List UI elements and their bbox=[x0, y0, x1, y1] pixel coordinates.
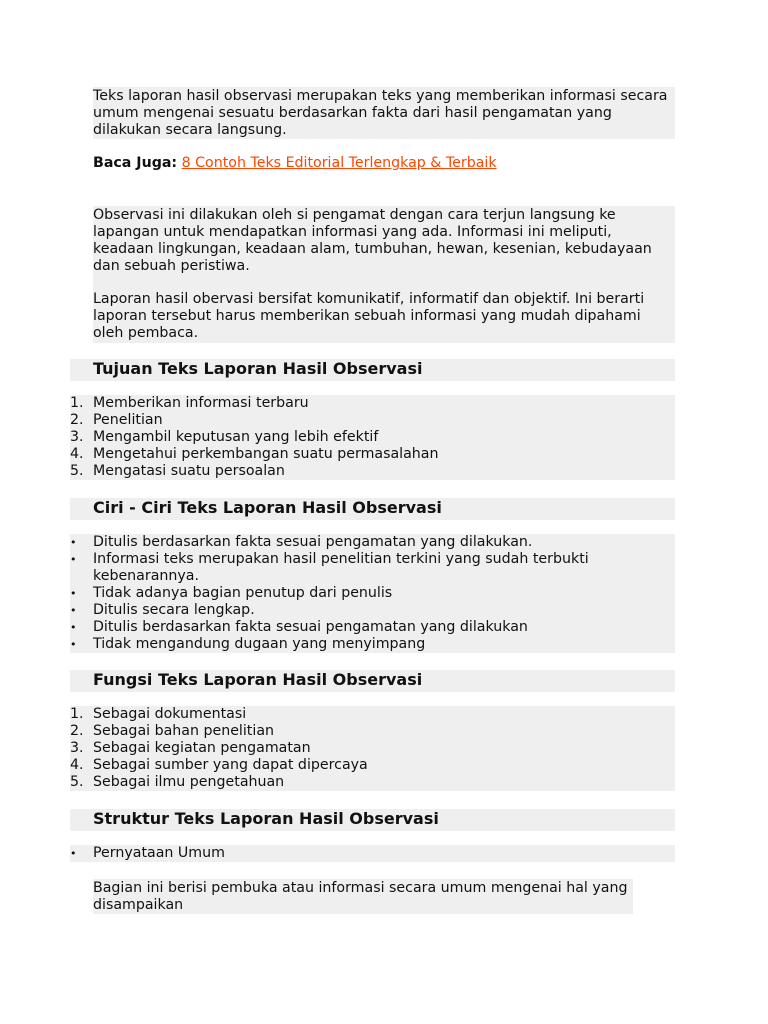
list-marker: • bbox=[70, 587, 77, 600]
list-item-text: Tidak adanya bagian penutup dari penulis bbox=[93, 585, 393, 601]
list-item-text: Ditulis berdasarkan fakta sesuai pengamatan yang dilakukan bbox=[93, 619, 528, 635]
list-item-text: Mengetahui perkembangan suatu permasalahan bbox=[93, 446, 439, 462]
paragraph-observasi: Observasi ini dilakukan oleh si pengamat dengan cara terjun langsung ke lapangan untuk mendapatkan informasi yang ada. Informasi ini meliputi, keadaan lingkungan, keadaan alam, tumbuhan, hewan, kesenian, kebudayaan dan sebuah peristiwa. bbox=[93, 207, 652, 274]
heading-tujuan: Tujuan Teks Laporan Hasil Observasi bbox=[70, 359, 675, 381]
heading-ciri: Ciri - Ciri Teks Laporan Hasil Observasi bbox=[70, 498, 675, 520]
heading-struktur: Struktur Teks Laporan Hasil Observasi bbox=[70, 809, 675, 831]
list-marker: 4. bbox=[70, 757, 84, 773]
list-ciri bbox=[70, 534, 675, 653]
list-marker: • bbox=[70, 536, 77, 549]
list-marker: • bbox=[70, 847, 77, 860]
ciri-item bbox=[70, 551, 675, 585]
list-tujuan bbox=[70, 395, 675, 480]
list-marker: 5. bbox=[70, 463, 84, 479]
list-marker: 3. bbox=[70, 429, 84, 445]
list-item-text: Tidak mengandung dugaan yang menyimpang bbox=[93, 636, 426, 652]
struktur-item bbox=[70, 845, 675, 862]
ciri-item bbox=[70, 534, 675, 551]
tujuan-item bbox=[70, 446, 675, 463]
list-fungsi bbox=[70, 706, 675, 791]
list-struktur bbox=[70, 845, 675, 862]
list-marker: 3. bbox=[70, 740, 84, 756]
list-item-text: Penelitian bbox=[93, 412, 163, 428]
list-marker: • bbox=[70, 604, 77, 617]
list-marker: 5. bbox=[70, 774, 84, 790]
list-item-text: Ditulis secara lengkap. bbox=[93, 602, 255, 618]
list-item-text: Sebagai bahan penelitian bbox=[93, 723, 275, 739]
fungsi-item bbox=[70, 757, 675, 774]
tujuan-item bbox=[70, 429, 675, 446]
list-marker: 4. bbox=[70, 446, 84, 462]
list-marker: • bbox=[70, 553, 77, 566]
fungsi-item bbox=[70, 706, 675, 723]
baca-juga-link[interactable]: 8 Contoh Teks Editorial Terlengkap & Terbaik bbox=[181, 155, 497, 171]
paragraph-bagian: Bagian ini berisi pembuka atau informasi secara umum mengenai hal yang disampaikan bbox=[93, 880, 628, 913]
list-item-text: Sebagai dokumentasi bbox=[93, 706, 247, 722]
ciri-item bbox=[70, 619, 675, 636]
baca-juga-label: Baca Juga: bbox=[93, 155, 178, 171]
list-marker: • bbox=[70, 621, 77, 634]
paragraph-laporan: Laporan hasil obervasi bersifat komunikatif, informatif dan objektif. Ini berarti laporan tersebut harus memberikan sebuah informasi yang mudah dipahami oleh pembaca. bbox=[93, 291, 645, 341]
fungsi-item bbox=[70, 774, 675, 791]
list-item-text: Sebagai kegiatan pengamatan bbox=[93, 740, 311, 756]
list-item-text: Pernyataan Umum bbox=[93, 845, 225, 861]
list-marker: 1. bbox=[70, 706, 84, 722]
list-marker: 1. bbox=[70, 395, 84, 411]
list-item-text: Memberikan informasi terbaru bbox=[93, 395, 309, 411]
fungsi-item bbox=[70, 723, 675, 740]
list-item-text: Sebagai sumber yang dapat dipercaya bbox=[93, 757, 368, 773]
intro-paragraph: Teks laporan hasil observasi merupakan teks yang memberikan informasi secara umum mengenai sesuatu berdasarkan fakta dari hasil pengamatan yang dilakukan secara langsung. bbox=[93, 88, 668, 138]
list-item-text: Sebagai ilmu pengetahuan bbox=[93, 774, 285, 790]
list-item-text: Mengatasi suatu persoalan bbox=[93, 463, 285, 479]
list-marker: • bbox=[70, 638, 77, 651]
list-item-text: Mengambil keputusan yang lebih efektif bbox=[93, 429, 379, 445]
list-marker: 2. bbox=[70, 723, 84, 739]
ciri-item bbox=[70, 636, 675, 653]
heading-fungsi: Fungsi Teks Laporan Hasil Observasi bbox=[70, 670, 675, 692]
ciri-item bbox=[70, 585, 675, 602]
list-item-text: Informasi teks merupakan hasil penelitian terkini yang sudah terbukti kebenarannya. bbox=[93, 551, 589, 584]
baca-juga bbox=[93, 155, 675, 172]
tujuan-item bbox=[70, 412, 675, 429]
tujuan-item bbox=[70, 463, 675, 480]
ciri-item bbox=[70, 602, 675, 619]
fungsi-item bbox=[70, 740, 675, 757]
list-marker: 2. bbox=[70, 412, 84, 428]
list-item-text: Ditulis berdasarkan fakta sesuai pengamatan yang dilakukan. bbox=[93, 534, 533, 550]
tujuan-item bbox=[70, 395, 675, 412]
